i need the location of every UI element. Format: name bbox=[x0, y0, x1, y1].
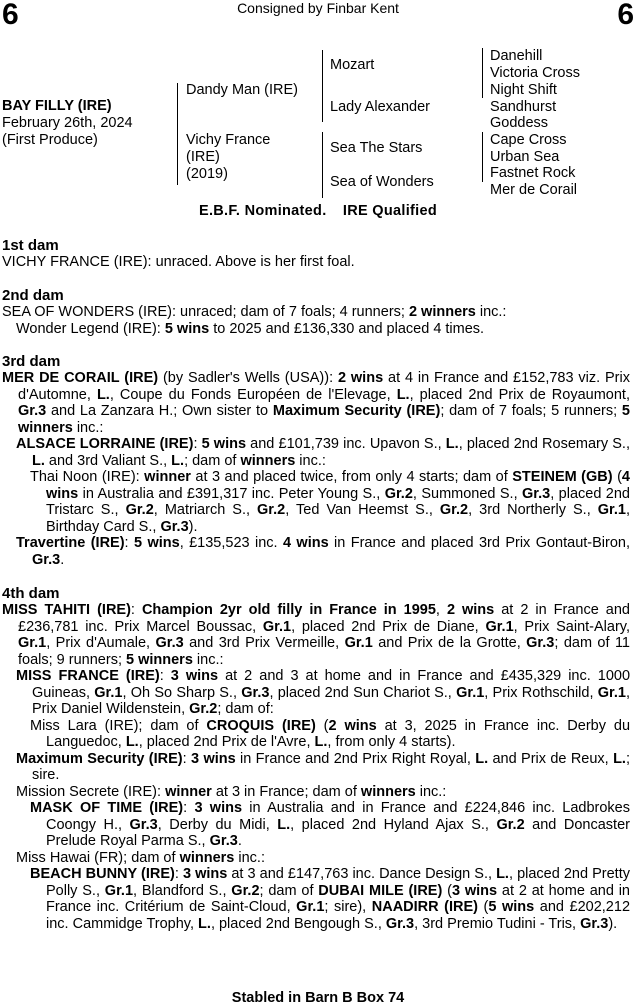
second-dam-text: SEA OF WONDERS (IRE): unraced; dam of 7 foals; 4 runners; 2 winners inc.: bbox=[2, 304, 507, 320]
pedigree-line-2b bbox=[322, 132, 323, 198]
second-dam-heading: 2nd dam bbox=[2, 287, 64, 304]
fourth-dam-produce-3: Mission Secrete (IRE): winner at 3 in France; dam of winners inc.: bbox=[16, 783, 447, 800]
consignor: Consigned by Finbar Kent bbox=[237, 0, 399, 16]
pedigree-gen3-7: Urban Sea bbox=[490, 149, 560, 165]
first-dam-heading: 1st dam bbox=[2, 237, 59, 254]
pedigree-line-2a bbox=[322, 50, 323, 122]
fourth-dam-produce-4: Miss Hawai (FR); dam of winners inc.: bbox=[16, 849, 265, 866]
fourth-dam-grandproduce-3: BEACH BUNNY (IRE): 3 wins at 3 and £147,763 inc. Dance Design S., L., placed 2nd Pretty Polly S., Gr.1, Blandford S., Gr.2; dam of DUBAI MILE (IRE) (3 wins at 2 at home and in France inc. Critérium de Saint-Cloud, Gr.1; sire), NAADIRR (IRE) (5 wins and £202,212 inc. Cammidge Trophy, L., placed 2nd Bengough S., Gr.3, 3rd Premio Tudini - Tris, Gr.3). bbox=[30, 866, 631, 932]
pedigree-gen3-2: Victoria Cross bbox=[490, 65, 580, 81]
stabling-info: Stabled in Barn B Box 74 bbox=[231, 990, 405, 1006]
first-dam-section bbox=[2, 237, 630, 271]
third-dam-produce-2: Travertine (IRE): 5 wins, £135,523 inc. 4 wins in France and placed 3rd Prix Gontaut-Biron, Gr.3. bbox=[16, 535, 631, 568]
pedigree-gen3-3: Night Shift bbox=[490, 82, 557, 98]
third-dam-grandproduce: Thai Noon (IRE): winner at 3 and placed twice, from only 4 starts; dam of STEINEM (GB) (4 wins in Australia and £391,317 inc. Peter Young S., Gr.2, Summoned S., Gr.3, placed 2nd Tristarc S., Gr.2, Matriarch S., Gr.2, Ted Van Heemst S., Gr.2, 3rd Northerly S., Gr.1, Birthday Card S., Gr.3). bbox=[30, 469, 630, 535]
ire-qualified: IRE Qualified bbox=[342, 203, 438, 219]
pedigree-gen3-4: Sandhurst bbox=[490, 99, 557, 115]
third-dam-section bbox=[2, 353, 630, 568]
pedigree-gen3-6: Cape Cross bbox=[490, 132, 567, 148]
nominations bbox=[0, 203, 636, 219]
second-dam-section bbox=[2, 287, 630, 337]
pedigree-gen2-1: Mozart bbox=[330, 57, 375, 73]
pedigree-line-3a bbox=[482, 48, 483, 98]
pedigree-sire: Dandy Man (IRE) bbox=[186, 82, 299, 98]
fourth-dam-text: MISS TAHITI (IRE): Champion 2yr old filly in France in 1995, 2 wins at 2 in France and £236,781 inc. Prix Marcel Boussac, Gr.1, placed 2nd Prix de Diane, Gr.1, Prix Saint-Alary, Gr.1, Prix d'Aumale, Gr.3 and 3rd Prix Vermeille, Gr.1 and Prix de la Grotte, Gr.3; dam of 11 foals; 9 runners; 5 winners inc.: bbox=[2, 602, 630, 668]
third-dam-heading: 3rd dam bbox=[2, 353, 61, 370]
fourth-dam-grandproduce-2: MASK OF TIME (IRE): 3 wins in Australia and in France and £224,846 inc. Ladbrokes Coongy H., Gr.3, Derby du Midi, L., placed 2nd Hyland Ajax S., Gr.2 and Doncaster Prelude Royal Parma S., Gr.3. bbox=[30, 800, 630, 849]
pedigree-gen2-4: Sea of Wonders bbox=[330, 174, 434, 190]
lot-number-right: 6 bbox=[617, 0, 634, 31]
pedigree-gen2-3: Sea The Stars bbox=[330, 140, 423, 156]
pedigree-gen3-5: Goddess bbox=[490, 115, 549, 131]
pedigree-dam-line-1: Vichy France bbox=[186, 132, 271, 148]
pedigree-gen2-2: Lady Alexander bbox=[330, 99, 430, 115]
pedigree-line-3b bbox=[482, 132, 483, 182]
pedigree-gen3-9: Mer de Corail bbox=[490, 182, 578, 198]
pedigree-dam-line-2: (IRE) bbox=[186, 149, 220, 165]
pedigree-gen3-8: Fastnet Rock bbox=[490, 165, 576, 181]
ebf-nominated: E.B.F. Nominated. bbox=[198, 203, 327, 219]
lot-number-left: 6 bbox=[2, 0, 19, 31]
horse-note: (First Produce) bbox=[2, 132, 98, 148]
fourth-dam-section bbox=[2, 585, 630, 932]
fourth-dam-grandproduce-1: Miss Lara (IRE); dam of CROQUIS (IRE) (2 wins at 3, 2025 in France inc. Derby du Languedoc, L., placed 2nd Prix de l'Avre, L., from only 4 starts). bbox=[30, 717, 631, 750]
horse-foaled: February 26th, 2024 bbox=[2, 115, 133, 131]
second-dam-produce: Wonder Legend (IRE): 5 wins to 2025 and £136,330 and placed 4 times. bbox=[16, 320, 485, 337]
fourth-dam-heading: 4th dam bbox=[2, 585, 60, 602]
fourth-dam-produce-1: MISS FRANCE (IRE): 3 wins at 2 and 3 at home and in France and £435,329 inc. 1000 Guineas, Gr.1, Oh So Sharp S., Gr.3, placed 2nd Sun Chariot S., Gr.1, Prix Rothschild, Gr.1, Prix Daniel Wildenstein, Gr.2; dam of: bbox=[16, 668, 631, 717]
pedigree-line-1 bbox=[177, 83, 178, 185]
third-dam-text: MER DE CORAIL (IRE) (by Sadler's Wells (USA)): 2 wins at 4 in France and £152,783 viz. Prix d'Automne, L., Coupe du Fonds Européen de l'Elevage, L., placed 2nd Prix de Royaumont, Gr.3 and La Zanzara H.; Own sister to Maximum Security (IRE); dam of 7 foals; 5 runners; 5 winners inc.: bbox=[2, 370, 630, 436]
horse-name: BAY FILLY (IRE) bbox=[2, 98, 112, 114]
pedigree-dam-line-3: (2019) bbox=[186, 166, 228, 182]
pedigree-gen3-1: Danehill bbox=[490, 48, 543, 64]
fourth-dam-produce-2: Maximum Security (IRE): 3 wins in France and 2nd Prix Right Royal, L. and Prix de Reux, L.; sire. bbox=[16, 750, 630, 783]
first-dam-text: VICHY FRANCE (IRE): unraced. Above is her first foal. bbox=[2, 254, 355, 270]
third-dam-produce-1: ALSACE LORRAINE (IRE): 5 wins and £101,739 inc. Upavon S., L., placed 2nd Rosemary S., L. and 3rd Valiant S., L.; dam of winners inc.: bbox=[16, 436, 630, 469]
